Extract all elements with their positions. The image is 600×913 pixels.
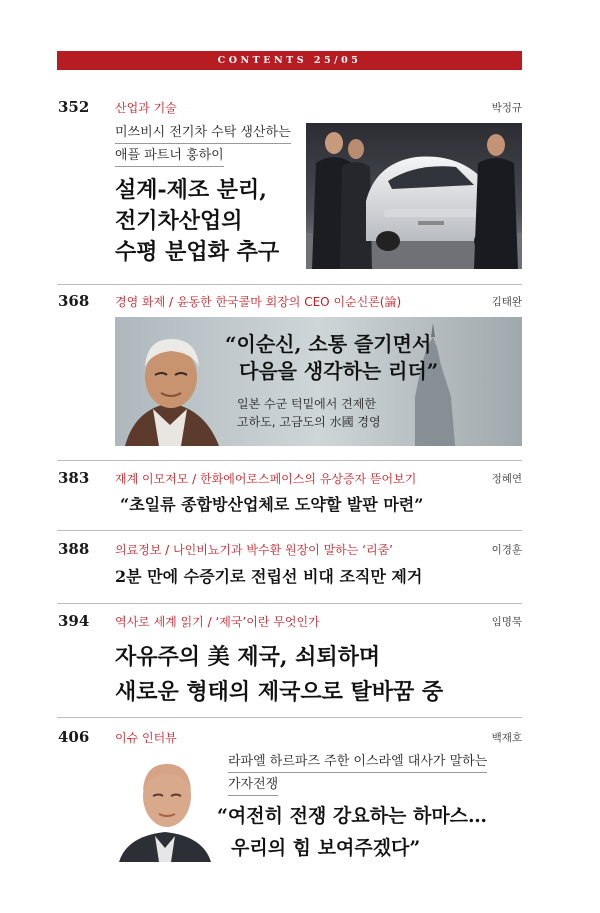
divider: [57, 717, 522, 718]
category-label: 산업과 기술: [115, 101, 177, 115]
quote-headline: [225, 331, 438, 385]
subtitle: [228, 752, 487, 798]
headline-line: 우리의 힘 보여주겠다”: [231, 837, 421, 859]
subtitle-line: 라파엘 하르파즈 주한 이스라엘 대사가 말하는: [228, 752, 487, 773]
author-name: 정혜연: [491, 473, 522, 485]
author-name: 백재호: [491, 732, 522, 744]
divider: [57, 460, 522, 461]
headline-line: “여전히 전쟁 강요하는 하마스…: [217, 805, 488, 827]
headline-line: 자유주의 美 제국, 쇠퇴하며: [115, 644, 381, 670]
category-label: 이슈 인터뷰: [115, 731, 177, 745]
headline-line: 새로운 형태의 제국으로 탈바꿈 중: [115, 679, 444, 705]
subtitle-line: 미쓰비시 전기차 수탁 생산하는: [115, 123, 291, 144]
divider: [57, 284, 522, 285]
page-number: 406: [58, 728, 90, 746]
author-name: 임명묵: [491, 616, 522, 628]
ambassador-portrait: [115, 752, 215, 862]
subtitle: [115, 123, 291, 169]
headline-line: 수평 분업화 추구: [115, 239, 280, 265]
page-number: 383: [58, 469, 90, 487]
quote-line: “이순신, 소통 즐기면서: [225, 332, 432, 356]
category-label: 의료정보 / 나인비뇨기과 박수환 원장이 말하는 ‘리줌’: [115, 543, 393, 557]
subtitle-line: 고하도, 고금도의 水國 경영: [237, 415, 381, 429]
headline-line: 전기차산업의: [115, 208, 243, 234]
headline: [115, 640, 443, 710]
category-label: 역사로 세계 읽기 / ‘제국’이란 무엇인가: [115, 615, 320, 629]
quote-headline: [217, 800, 487, 864]
headline-line: 설계-제조 분리,: [115, 177, 267, 203]
headline: [115, 175, 279, 268]
author-name: 이경훈: [491, 544, 522, 556]
subtitle-line: 가자전쟁: [228, 775, 278, 796]
author-name: 박정규: [491, 102, 522, 114]
car-launch-photo: [306, 123, 522, 269]
author-name: 김태완: [491, 296, 522, 308]
divider: [57, 530, 522, 531]
divider: [57, 603, 522, 604]
headline: “초일류 종합방산업체로 도약할 발판 마련”: [120, 495, 424, 514]
headline: 2분 만에 수증기로 전립선 비대 조직만 제거: [115, 567, 423, 586]
subtitle-line: 일본 수군 턱밑에서 견제한: [237, 397, 376, 411]
page-number: 368: [58, 292, 90, 310]
category-label: 경영 화제 / 윤동한 한국콜마 회장의 CEO 이순신론(論): [115, 295, 402, 309]
page-number: 352: [58, 98, 90, 116]
quote-line: 다음을 생각하는 리더”: [239, 359, 439, 383]
banner-subtitle: [237, 395, 381, 431]
page-number: 388: [58, 540, 90, 558]
page-number: 394: [58, 612, 90, 630]
subtitle-line: 애플 파트너 훙하이: [115, 146, 224, 167]
category-label: 재계 이모저모 / 한화에어로스페이스의 유상증자 뜯어보기: [115, 472, 417, 486]
contents-header: CONTENTS 25/05: [57, 51, 522, 70]
